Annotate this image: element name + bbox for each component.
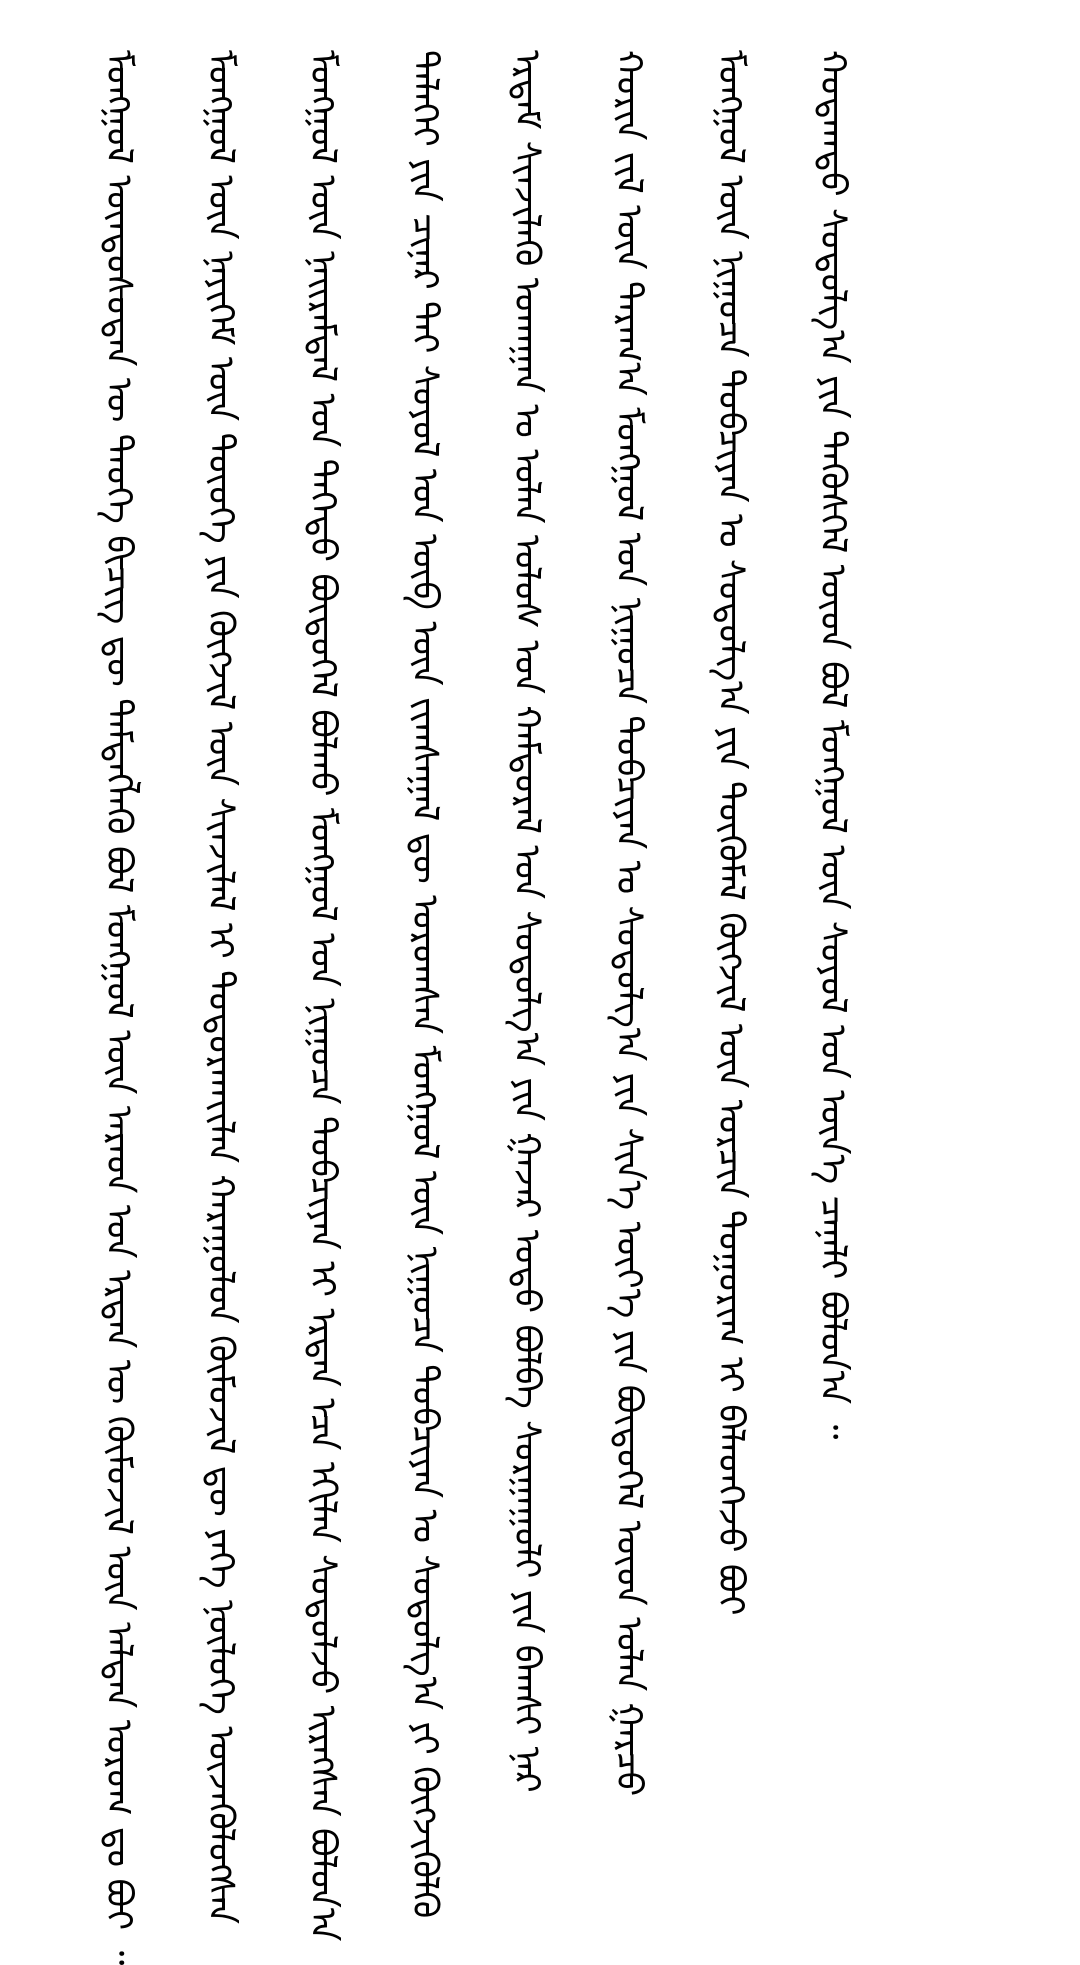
text-column-5: ᠡᠷᠳᠡᠮ ᠰᠢᠨᠵᠢᠯᠡᠬᠦ ᠤᠬᠠᠭᠠᠨ ᠤ ᠣᠯᠠᠨ ᠤᠯᠤᠰ ᠤᠨ ᠬᠠᠮᠲᠤᠷᠠᠯ ᠤᠨ ᠰᠤᠳᠤᠯᠭ᠎ᠠ ᠶᠢᠨ ᠭᠠᠵᠠᠷ ᠤᠳᠤ ᠪᠣᠯᠪᠠ ᠰᠤᠷᠭᠠᠭᠤᠯᠢ ᠶᠢᠨ ᠪᠠᠭᠰᠢ ᠨᠠᠷ bbox=[506, 50, 547, 1793]
text-column-2: ᠮᠣᠩᠭᠣᠯ ᠦᠨ ᠨᠡᠶᠢᠭᠡᠮ ᠦᠨ ᠲᠦᠦᠬᠡ ᠶᠢᠨ ᠬᠥᠭᠵᠢᠯ ᠦᠨ ᠰᠢᠨᠵᠢᠯᠡᠯ ᠢ ᠲᠣᠳᠤᠷᠬᠠᠶ᠋ᠢᠯᠠᠨ ᠬᠠᠷᠠᠭᠤᠯᠤᠨ ᠬᠦᠮᠦᠵᠢᠯ ᠳᠦ ᠶᠡᠬᠡ ᠨᠥᠯᠦᠭᠡ ᠦᠵᠡᠭᠦᠯᠦᠭᠰᠡᠨ bbox=[200, 50, 241, 1924]
text-column-3: ᠮᠣᠩᠭᠣᠯ ᠦᠨ ᠨᠠᠢᠷᠠᠮᠳᠠᠯ ᠤᠨ ᠳᠡᠭᠡᠳᠦ ᠪᠦᠲᠦᠭᠡᠯ ᠪᠣᠯᠬᠤ ᠮᠣᠩᠭᠣᠯ ᠤᠨ ᠨᠢᠭᠤᠴᠠ ᠲᠣᠪᠴᠢᠶᠠᠨ ᠢ ᠡᠷᠲᠡᠨ ᠡᠴᠡ ᠡᠬᠢᠯᠡᠨ ᠰᠤᠳᠤᠯᠵᠤ ᠢᠷᠡᠭᠰᠡᠨ ᠪᠣᠯᠤᠨ᠎ᠠ bbox=[302, 50, 343, 1942]
text-column-6: ᠬᠣᠷᠢᠨ ᠵᠢᠯ ᠦᠨ ᠳᠠᠷᠠᠭ᠎ᠠ ᠮᠣᠩᠭᠣᠯ ᠤᠨ ᠨᠢᠭᠤᠴᠠ ᠲᠣᠪᠴᠢᠶᠠᠨ ᠤ ᠰᠤᠳᠤᠯᠭ᠎ᠠ ᠶᠢᠨ ᠰᠢᠨ᠎ᠡ ᠦᠶ᠎ᠡ ᠶᠢᠨ ᠪᠦᠲᠦᠭᠡᠯ ᠦᠳ ᠣᠯᠠᠨ ᠭᠠᠷᠴᠤ bbox=[608, 50, 649, 1797]
text-column-4: ᠳᠡᠯᠡᠬᠡᠢ ᠶᠢᠨ ᠴᠢᠨᠠᠷ ᠲᠠᠢ ᠰᠣᠶᠣᠯ ᠤᠨ ᠥᠪ ᠦᠨ ᠵᠢᠭᠰᠠᠭᠠᠯ ᠳᠦ ᠣᠷᠣᠭᠰᠠᠨ ᠮᠣᠩᠭᠣᠯ ᠦᠨ ᠨᠢᠭᠤᠴᠠ ᠲᠣᠪᠴᠢᠶᠠᠨ ᠤ ᠰᠤᠳᠤᠯᠭ᠎ᠠ ᠶᠢ ᠬᠥᠭᠵᠢᠭᠦᠯᠬᠦ bbox=[404, 50, 445, 1919]
mongolian-text-block bbox=[98, 50, 940, 1965]
text-column-8: ᠬᠤᠲᠠᠭᠲᠤ ᠰᠤᠳᠤᠯᠭ᠎ᠠ ᠶᠢᠨ ᠲᠡᠭᠦᠰᠬᠡᠯ ᠦᠳ ᠪᠣᠯ ᠮᠣᠩᠭᠣᠯ ᠦᠨ ᠰᠣᠶᠣᠯ ᠤᠨ ᠦᠨ᠎ᠡ ᠴᠡᠨᠡᠯᠢ ᠪᠣᠯᠤᠨ᠎ᠠ ᠃ bbox=[812, 50, 853, 1440]
text-column-1: ᠮᠣᠩᠭᠣᠯ ᠦᠨᠳᠦᠰᠦᠲᠡᠨ ᠦ ᠲᠡᠦᠬᠡ ᠪᠢᠴᠢᠭ ᠳᠦ ᠲᠡᠮᠳᠡᠭᠯᠡᠬᠦ ᠪᠤᠯ ᠮᠣᠩᠭᠣᠯ ᠦᠨ ᠠᠷᠠᠳ ᠤᠨ ᠡᠷᠲᠡᠨ ᠦ ᠬᠦᠮᠦᠵᠢᠯ ᠦᠨ ᠠᠯᠲᠠᠨ ᠤᠷᠤᠭ ᠳᠤ ᠪᠤᠢ ᠃ bbox=[98, 50, 139, 1965]
text-column-7: ᠮᠣᠩᠭᠣᠯ ᠦᠨ ᠨᠢᠭᠤᠴᠠ ᠲᠣᠪᠴᠢᠶᠠᠨ ᠤ ᠰᠤᠳᠤᠯᠭ᠎ᠠ ᠶᠢᠨ ᠲᠦᠭᠦᠮᠡᠯ ᠬᠥᠭᠵᠢᠯ ᠦᠨ ᠣᠷᠴᠢᠨ ᠲᠣᠭᠣᠷᠢᠭ ᠢ ᠪᠡᠯᠡᠳᠬᠡᠵᠦ ᠪᠤᠢ bbox=[710, 50, 751, 1616]
